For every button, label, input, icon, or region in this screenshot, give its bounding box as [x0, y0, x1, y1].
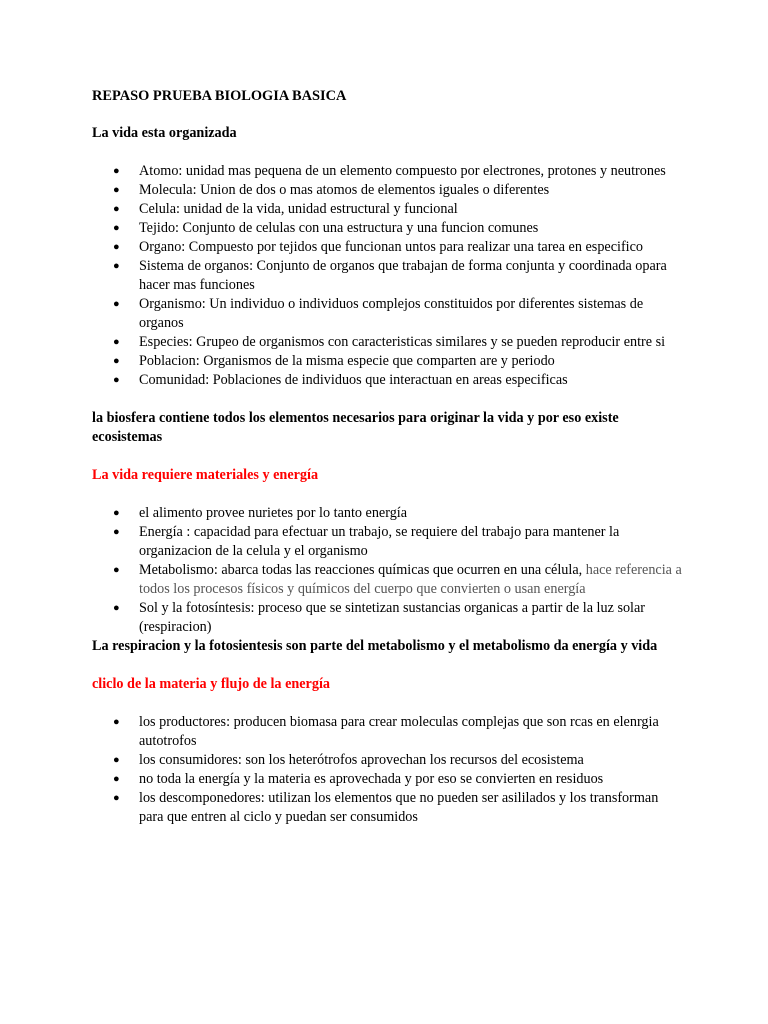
list-item: ● Celula: unidad de la vida, unidad estructural y funcional — [113, 201, 458, 217]
bullet-icon: ● — [113, 222, 120, 234]
list-item: ● Poblacion: Organismos de la misma especie que comparten are y periodo — [113, 353, 555, 369]
bullet-icon: ● — [113, 526, 120, 538]
bullet-icon: ● — [113, 241, 120, 253]
bullet-icon: ● — [113, 773, 120, 785]
matter-cycle-list — [92, 713, 682, 827]
bullet-icon: ● — [113, 564, 120, 576]
document-body — [92, 87, 682, 827]
list-item: ● Energía : capacidad para efectuar un trabajo, se requiere del trabajo para mantener la organizacion de la celula y el organismo — [113, 524, 620, 559]
bullet-icon: ● — [113, 792, 120, 804]
list-item: ● Organo: Compuesto por tejidos que funcionan untos para realizar una tarea en especifico — [113, 239, 644, 255]
metabolism-statement: La respiracion y la fotosientesis son parte del metabolismo y el metabolismo da energía y vida — [92, 638, 658, 654]
bullet-icon: ● — [113, 716, 120, 728]
list-item: ● Atomo: unidad mas pequena de un elemento compuesto por electrones, protones y neutrones — [113, 163, 666, 179]
bullet-icon: ● — [113, 260, 120, 272]
list-item: ● Sistema de organos: Conjunto de organos que trabajan de forma conjunta y coordinada opara hacer mas funciones — [113, 258, 667, 293]
list-item: ● los productores: producen biomasa para crear moleculas complejas que son rcas en elenrgia autotrofos — [113, 714, 659, 749]
list-item: ● Sol y la fotosíntesis: proceso que se sintetizan sustancias organicas a partir de la luz solar (respiracion) — [113, 600, 646, 635]
bullet-icon: ● — [113, 298, 120, 310]
list-item: ● Comunidad: Poblaciones de individuos que interactuan en areas especificas — [113, 372, 568, 388]
bullet-icon: ● — [113, 336, 120, 348]
list-item: ● Tejido: Conjunto de celulas con una estructura y una funcion comunes — [113, 220, 539, 236]
bullet-icon: ● — [113, 165, 120, 177]
list-item: ● los consumidores: son los heterótrofos aprovechan los recursos del ecosistema — [113, 752, 584, 768]
bullet-icon: ● — [113, 203, 120, 215]
list-item: ● los descomponedores: utilizan los elementos que no pueden ser asililados y los transforman para que entren al ciclo y puedan ser consumidos — [113, 790, 659, 825]
document-title: REPASO PRUEBA BIOLOGIA BASICA — [92, 88, 347, 104]
materials-energy-list — [92, 504, 682, 637]
biosphere-statement: la biosfera contiene todos los elementos necesarios para originar la vida y por eso existe ecosistemas — [92, 410, 619, 445]
bullet-icon: ● — [113, 355, 120, 367]
bullet-icon: ● — [113, 754, 120, 766]
bullet-icon: ● — [113, 184, 120, 196]
list-item: ● Especies: Grupeo de organismos con caracteristicas similares y se pueden reproducir entre si — [113, 334, 666, 350]
bullet-icon: ● — [113, 374, 120, 386]
list-item: ● Organismo: Un individuo o individuos complejos constituidos por diferentes sistemas de organos — [113, 296, 644, 331]
organization-list — [92, 162, 682, 390]
list-item: ● no toda la energía y la materia es aprovechada y por eso se convierten en residuos — [113, 771, 604, 787]
section-heading-materials-energy: La vida requiere materiales y energía — [92, 467, 319, 483]
list-item: ● Metabolismo: abarca todas las reacciones químicas que ocurren en una célula, hace referencia a todos los procesos físicos y químicos del cuerpo que convierten o usan energía — [113, 562, 682, 597]
list-item: ● Molecula: Union de dos o mas atomos de elementos iguales o diferentes — [113, 182, 550, 198]
bullet-icon: ● — [113, 507, 120, 519]
section-heading-matter-cycle: cliclo de la materia y flujo de la energía — [92, 676, 330, 692]
bullet-icon: ● — [113, 602, 120, 614]
metabolism-note: hace referencia a todos los procesos físicos y químicos del cuerpo que convierten o usan energía — [139, 562, 682, 597]
list-item: ● el alimento provee nurietes por lo tanto energía — [113, 505, 408, 521]
section-heading-organization: La vida esta organizada — [92, 125, 237, 141]
